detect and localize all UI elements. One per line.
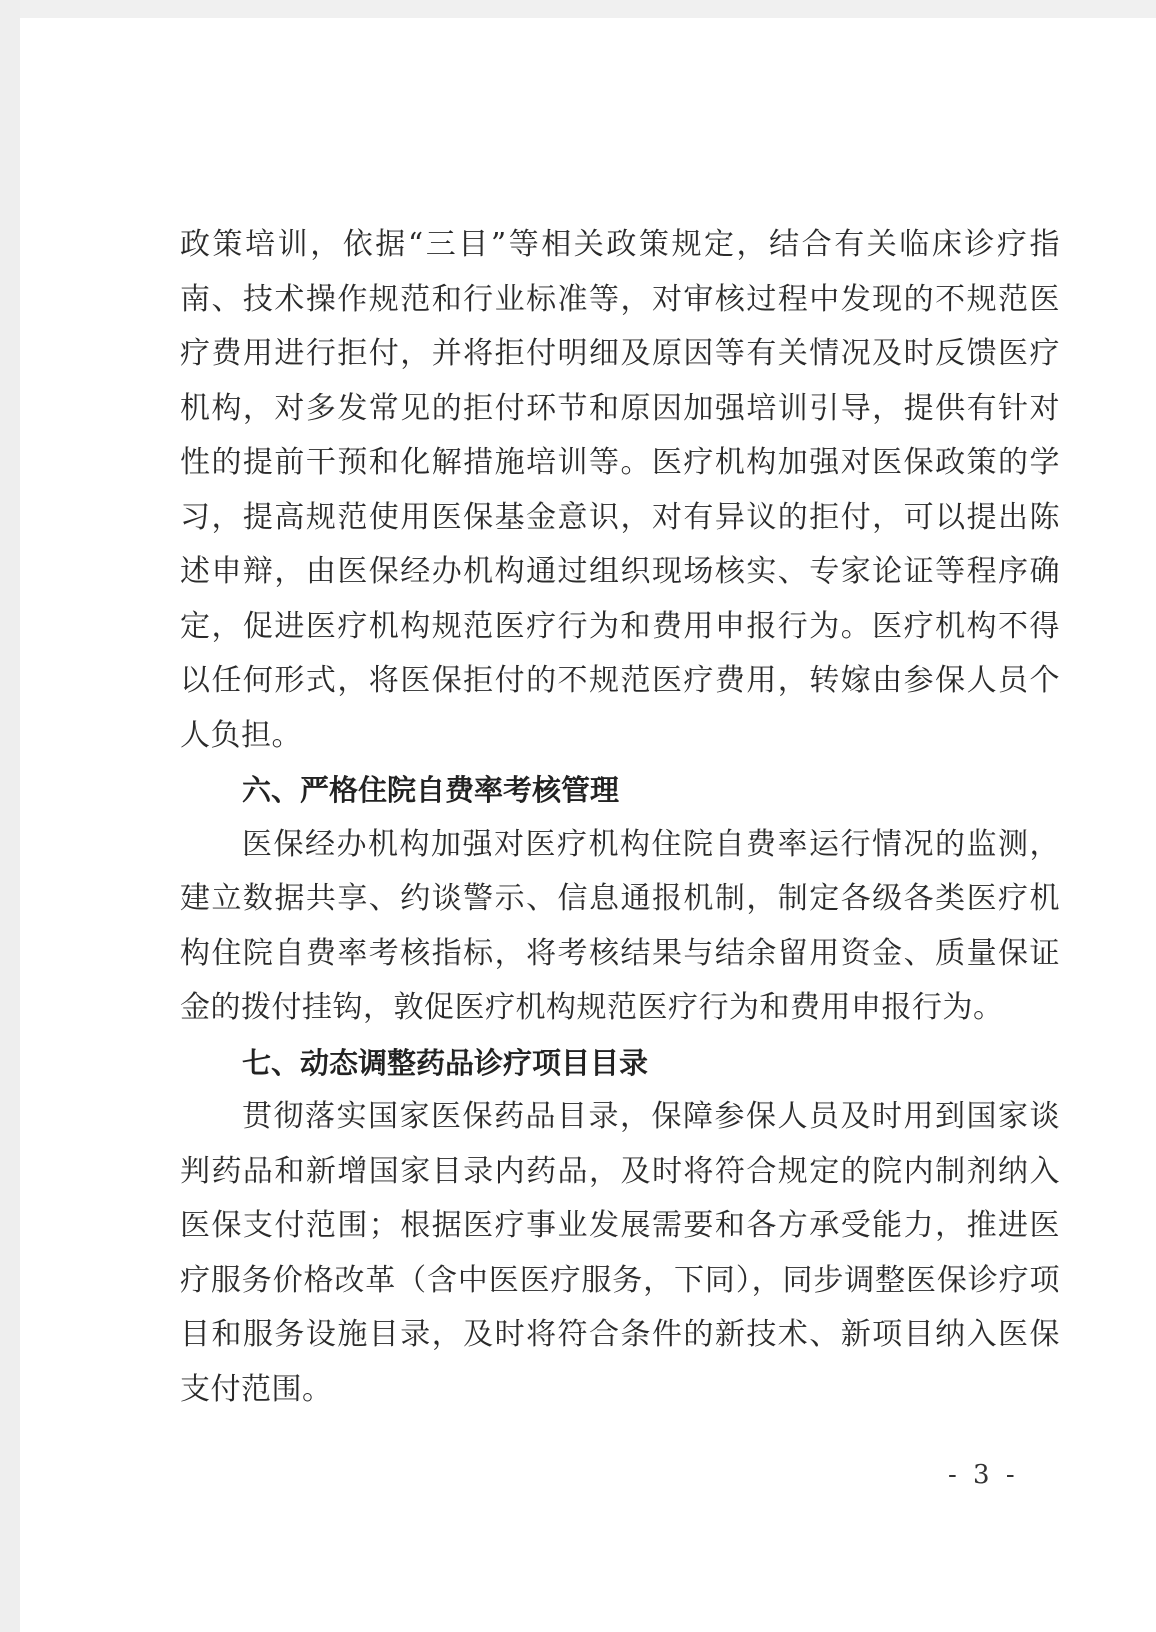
page-number: - 3 - <box>948 1460 1019 1490</box>
section-heading-6: 六、严格住院自费率考核管理 <box>242 773 620 807</box>
scan-border-top <box>0 0 1156 18</box>
paragraph-policy-training-continuation: 政策培训，依据“三目”等相关政策规定，结合有关临床诊疗指南、技术操作规范和行业标准等，对审核过程中发现的不规范医疗费用进行拒付，并将拒付明细及原因等有关情况及时反馈医疗机构，对多发常见的拒付环节和原因加强培训引导，提供有针对性的提前干预和化解措施培训等。医疗机构加强对医保政策的学习，提高规范使用医保基金意识，对有异议的拒付，可以提出陈述申辩，由医保经办机构通过组织现场核实、专家论证等程序确定，促进医疗机构规范医疗行为和费用申报行为。医疗机构不得以任何形式，将医保拒付的不规范医疗费用，转嫁由参保人员个人负担。 <box>180 227 1060 753</box>
section-heading-7: 七、动态调整药品诊疗项目目录 <box>242 1045 649 1080</box>
paragraph-self-pay-rate: 医保经办机构加强对医疗机构住院自费率运行情况的监测，建立数据共享、约谈警示、信息通报机制，制定各级各类医疗机构住院自费率考核指标，将考核结果与结余留用资金、质量保证金的拨付挂钩，敦促医疗机构规范医疗行为和费用申报行为。 <box>180 826 1060 1025</box>
scan-border-left <box>0 0 20 1632</box>
document-body <box>180 218 1060 1417</box>
paragraph-drug-catalog: 贯彻落实国家医保药品目录，保障参保人员及时用到国家谈判药品和新增国家目录内药品，及时将符合规定的院内制剂纳入医保支付范围；根据医疗事业发展需要和各方承受能力，推进医疗服务价格改革（含中医医疗服务，下同），同步调整医保诊疗项目和服务设施目录，及时将符合条件的新技术、新项目纳入医保支付范围。 <box>180 1099 1060 1407</box>
